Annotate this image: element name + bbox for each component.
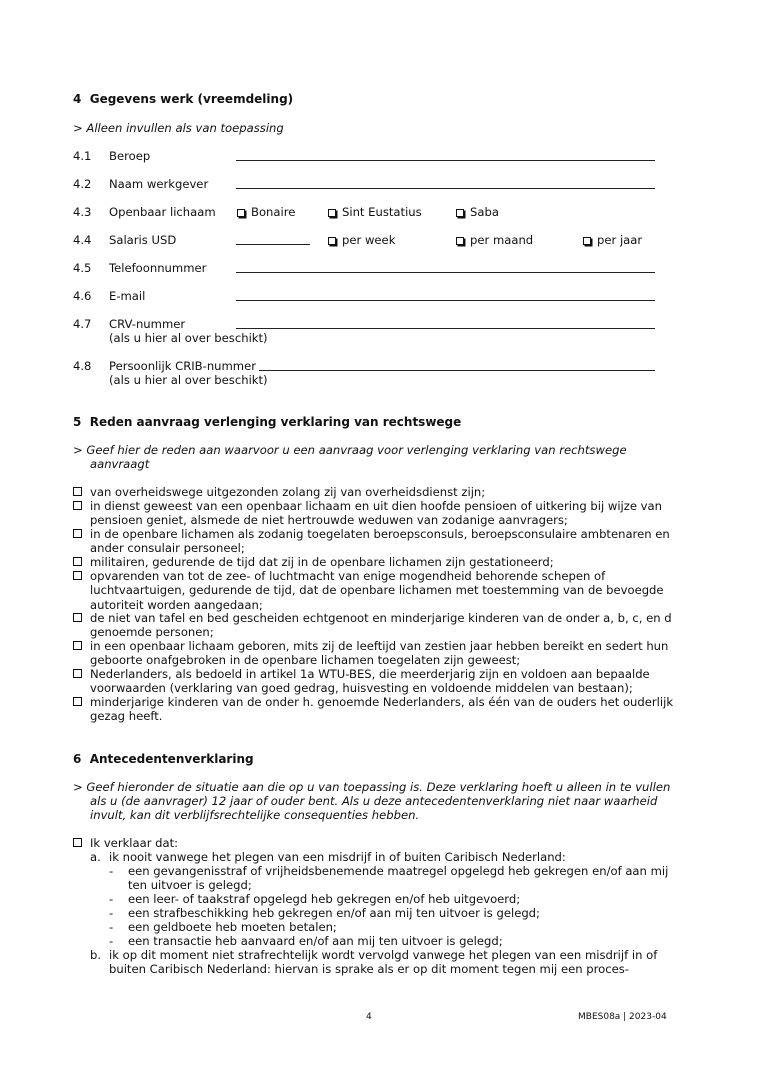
section-title: Gegevens werk (vreemdeling) <box>89 92 294 106</box>
row-number: 4.3 <box>73 205 92 219</box>
option-saba[interactable]: Saba <box>456 205 499 219</box>
item-b-text: ik op dit moment niet strafrechtelijk wordt vervolgd vanwege het plegen van een misdrijf in of buiten Caribisch Nederland: hiervan is sprake als er op dit moment tegen mij een proces- <box>109 948 658 976</box>
salaris-input-line[interactable] <box>236 244 310 245</box>
field-label-openbaar-lichaam: Openbaar lichaam <box>109 205 216 219</box>
checkbox-icon[interactable] <box>73 613 82 622</box>
section-5-note: > Geef hier de reden aan waarvoor u een aanvraag voor verlenging verklaring van rechtswege aanvraagt <box>73 443 627 471</box>
reason-option[interactable]: opvarenden van tot de zee- of luchtmacht van enige mogendheid behorende schepen of luchtvaartuigen, gedurende de tijd, dat de openbare lichamen met toestemming van de bevoegde autoriteit worden aangedaan; <box>73 569 683 612</box>
checkbox-icon[interactable] <box>73 529 82 538</box>
crv-input-line[interactable] <box>236 328 655 329</box>
section-title: Antecedentenverklaring <box>89 752 254 766</box>
beroep-input-line[interactable] <box>236 160 655 161</box>
form-code: MBES08a | 2023-04 <box>578 1012 667 1022</box>
field-label-crv: CRV-nummer <box>109 317 186 331</box>
a-item: een transactie heb aanvaard en/of aan mij ten uitvoer is gelegd; <box>128 934 503 948</box>
bullet-dash: - <box>109 864 114 878</box>
section-title: Reden aanvraag verlenging verklaring van rechtswege <box>89 415 462 429</box>
email-input-line[interactable] <box>236 300 655 301</box>
reason-option[interactable]: in een openbaar lichaam geboren, mits zij de leeftijd van zestien jaar hebben bereikt en sedert hun geboorte onafgebroken in de openbare lichamen toegelaten zijn geweest; <box>73 639 683 668</box>
option-per-week[interactable]: per week <box>328 233 395 247</box>
row-number: 4.5 <box>73 261 92 275</box>
checkbox-icon[interactable] <box>456 209 464 217</box>
row-number: 4.4 <box>73 233 92 247</box>
field-label-email: E-mail <box>109 289 146 303</box>
field-label-crib: Persoonlijk CRIB-nummer <box>109 359 257 373</box>
checkbox-icon[interactable] <box>583 237 591 245</box>
checkbox-icon[interactable] <box>73 641 82 650</box>
section-number: 5 <box>73 415 82 429</box>
checkbox-icon[interactable] <box>73 501 82 510</box>
reason-option[interactable]: minderjarige kinderen van de onder h. genoemde Nederlanders, als één van de ouders het ouderlijk gezag heeft. <box>73 695 683 724</box>
section-number: 6 <box>73 752 82 766</box>
field-label-werkgever: Naam werkgever <box>109 177 209 191</box>
field-sublabel-crib: (als u hier al over beschikt) <box>109 373 268 387</box>
section-5-heading <box>73 415 461 430</box>
checkbox-icon[interactable] <box>237 209 245 217</box>
telefoon-input-line[interactable] <box>236 272 655 273</box>
field-label-salaris: Salaris USD <box>109 233 177 247</box>
bullet-dash: - <box>109 892 114 906</box>
bullet-dash: - <box>109 906 114 920</box>
section-4-heading <box>73 92 293 107</box>
row-number: 4.2 <box>73 177 92 191</box>
reason-option[interactable]: militairen, gedurende de tijd dat zij in de openbare lichamen zijn gestationeerd; <box>73 555 683 569</box>
section-4-note: > Alleen invullen als van toepassing <box>73 121 284 135</box>
section-6-note: > Geef hieronder de situatie aan die op u van toepassing is. Deze verklaring hoeft u alleen in te vullen als u (de aanvrager) 12 jaar of ouder bent. Als u deze antecedentenverklaring niet naar waarheid invult, kan dit verblijfsrechtelijke consequenties hebben. <box>73 780 671 822</box>
checkbox-icon[interactable] <box>73 571 82 580</box>
bullet-dash: - <box>109 920 114 934</box>
option-per-jaar[interactable]: per jaar <box>583 233 642 247</box>
crib-input-line[interactable] <box>259 370 655 371</box>
section-6-heading <box>73 752 254 767</box>
row-number: 4.1 <box>73 149 92 163</box>
a-item: een gevangenisstraf of vrijheidsbenemende maatregel opgelegd heb gekregen en/of aan mij ten uitvoer is gelegd; <box>128 864 669 892</box>
checkbox-icon[interactable] <box>73 838 82 847</box>
checkbox-icon[interactable] <box>328 237 336 245</box>
reason-option[interactable]: van overheidswege uitgezonden zolang zij van overheidsdienst zijn; <box>73 485 683 499</box>
field-label-beroep: Beroep <box>109 149 151 163</box>
a-item: een leer- of taakstraf opgelegd heb gekregen en/of heb uitgevoerd; <box>128 892 521 906</box>
option-per-maand[interactable]: per maand <box>456 233 533 247</box>
item-a-text: ik nooit vanwege het plegen van een misdrijf in of buiten Caribisch Nederland: <box>109 850 566 864</box>
checkbox-icon[interactable] <box>73 487 82 496</box>
item-b-label: b. <box>90 948 102 962</box>
bullet-dash: - <box>109 934 114 948</box>
checkbox-icon[interactable] <box>73 697 82 706</box>
werkgever-input-line[interactable] <box>236 188 655 189</box>
reason-option[interactable]: in dienst geweest van een openbaar lichaam en uit dien hoofde pensioen of uitkering bij wijze van pensioen geniet, alsmede de niet hertrouwde weduwen van zodanige aanvragers; <box>73 499 683 528</box>
row-number: 4.8 <box>73 359 92 373</box>
option-bonaire[interactable]: Bonaire <box>237 205 295 219</box>
a-item: een geldboete heb moeten betalen; <box>128 920 337 934</box>
field-sublabel-crv: (als u hier al over beschikt) <box>109 331 268 345</box>
checkbox-icon[interactable] <box>328 209 336 217</box>
checkbox-icon[interactable] <box>73 669 82 678</box>
option-sint-eustatius[interactable]: Sint Eustatius <box>328 205 422 219</box>
page-number: 4 <box>366 1012 372 1022</box>
declare-option[interactable]: Ik verklaar dat: <box>73 836 683 850</box>
field-label-telefoon: Telefoonnummer <box>109 261 207 275</box>
a-item: een strafbeschikking heb gekregen en/of aan mij ten uitvoer is gelegd; <box>128 906 540 920</box>
reason-option[interactable]: Nederlanders, als bedoeld in artikel 1a WTU-BES, die meerderjarig zijn en voldoen aan bepaalde voorwaarden (verklaring van goed gedrag, huisvesting en voldoende middelen van bestaan); <box>73 667 683 696</box>
reason-option[interactable]: in de openbare lichamen als zodanig toegelaten beroepsconsuls, beroepsconsulaire ambtenaren en ander consulair personeel; <box>73 527 683 556</box>
checkbox-icon[interactable] <box>456 237 464 245</box>
checkbox-icon[interactable] <box>73 557 82 566</box>
row-number: 4.6 <box>73 289 92 303</box>
reason-option[interactable]: de niet van tafel en bed gescheiden echtgenoot en minderjarige kinderen van de onder a, b, c, en d genoemde personen; <box>73 611 683 640</box>
section-number: 4 <box>73 92 82 106</box>
row-number: 4.7 <box>73 317 92 331</box>
item-a-label: a. <box>90 850 101 864</box>
